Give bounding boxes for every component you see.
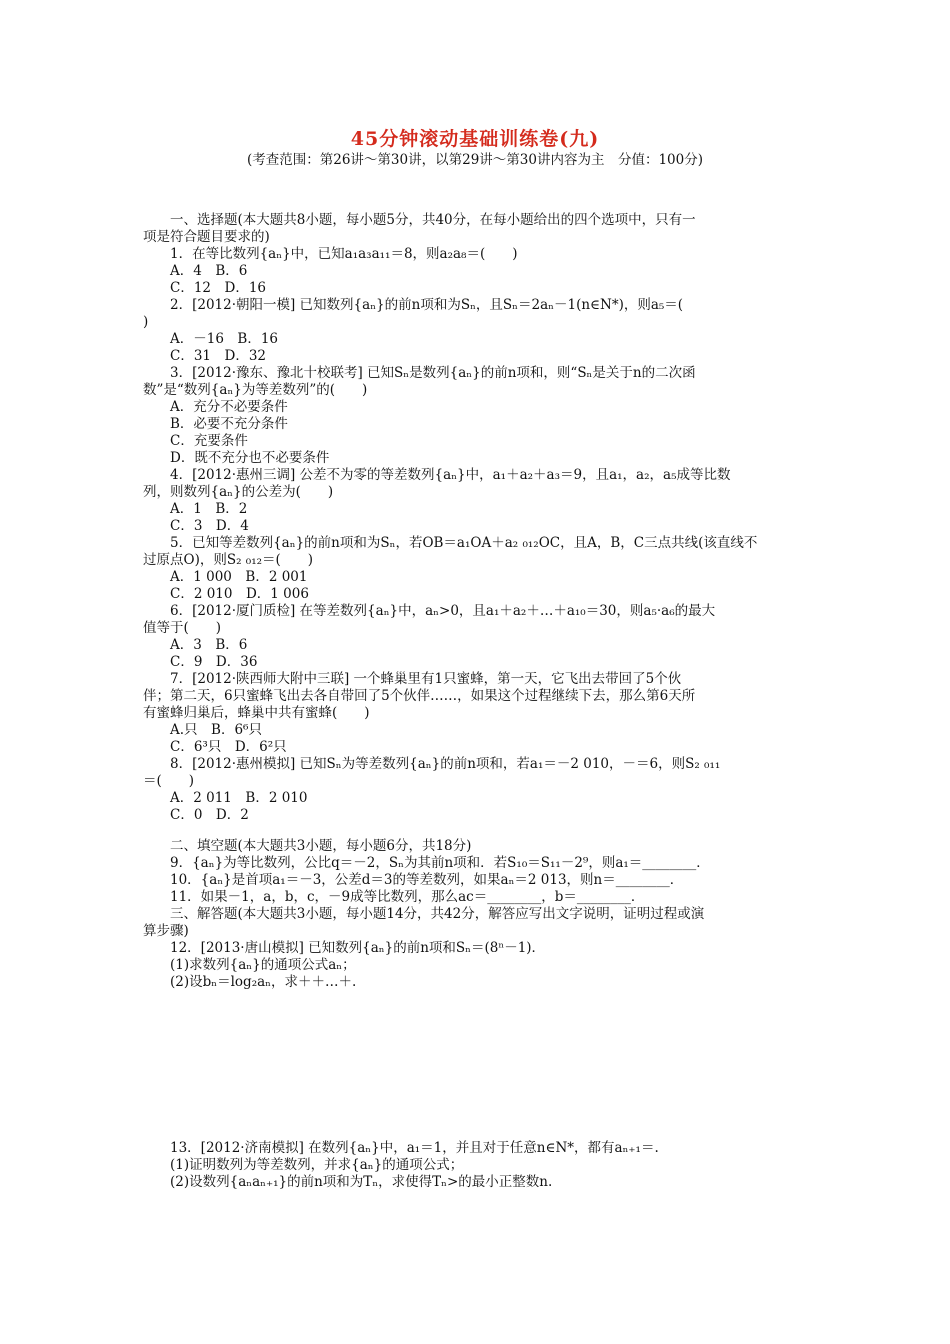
text-line: A．3 B．6 <box>170 637 248 653</box>
text-line: 过原点O)，则S₂ ₀₁₂＝( ) <box>143 552 314 568</box>
text-line: ＝( ) <box>143 773 195 789</box>
text-line: 4．[2012·惠州三调] 公差不为零的等差数列{aₙ}中，a₁＋a₂＋a₃＝9，且a₁，a₂，a₅成等比数 <box>170 467 731 483</box>
text-line: 列，则数列{aₙ}的公差为( ) <box>143 484 334 500</box>
text-line: A．1 000 B．2 001 <box>170 569 308 585</box>
text-line: C．3 D．4 <box>170 518 249 534</box>
text-line: (1)证明数列为等差数列，并求{aₙ}的通项公式； <box>170 1157 464 1173</box>
text-line: 10．{aₙ}是首项a₁＝－3，公差d＝3的等差数列，如果aₙ＝2 013，则n＝________． <box>170 872 684 888</box>
text-line: A．2 011 B．2 010 <box>170 790 308 806</box>
document-title: 45分钟滚动基础训练卷(九) <box>350 128 600 150</box>
text-line: 11．如果－1，a，b，c，－9成等比数列，那么ac＝________，b＝________． <box>170 889 645 905</box>
text-line: 8．[2012·惠州模拟] 已知Sₙ为等差数列{aₙ}的前n项和，若a₁＝－2 010，－＝6，则S₂ ₀₁₁ <box>170 756 721 772</box>
text-line: C．31 D．32 <box>170 348 267 364</box>
text-line: C．6³只 D．6²只 <box>170 739 287 755</box>
text-line: C．12 D．16 <box>170 280 267 296</box>
text-line: A．充分不必要条件 <box>170 399 288 415</box>
text-line: 伴；第二天，6只蜜蜂飞出去各自带回了5个伙伴……，如果这个过程继续下去，那么第6天所 <box>143 688 696 704</box>
text-line: 5．已知等差数列{aₙ}的前n项和为Sₙ，若OB＝a₁OA＋a₂ ₀₁₂OC，且A，B，C三点共线(该直线不 <box>170 535 758 551</box>
text-line: 有蜜蜂归巢后，蜂巢中共有蜜蜂( ) <box>143 705 370 721</box>
text-line: 9．{aₙ}为等比数列，公比q＝－2，Sₙ为其前n项和．若S₁₀＝S₁₁－2⁹，则a₁＝________． <box>170 855 710 871</box>
text-line: C．0 D．2 <box>170 807 249 823</box>
text-line: 6．[2012·厦门质检] 在等差数列{aₙ}中，aₙ>0，且a₁＋a₂＋…＋a₁₀＝30，则a₅·a₆的最大 <box>170 603 716 619</box>
text-line: 值等于( ) <box>143 620 222 636</box>
text-line: (2)设数列{aₙaₙ₊₁}的前n项和为Tₙ，求使得Tₙ>的最小正整数n. <box>170 1174 553 1190</box>
text-line: 3．[2012·豫东、豫北十校联考] 已知Sₙ是数列{aₙ}的前n项和，则“Sₙ是关于n的二次函 <box>170 365 696 381</box>
text-line: B．必要不充分条件 <box>170 416 288 432</box>
text-line: 数”是“数列{aₙ}为等差数列”的( ) <box>143 382 368 398</box>
text-line: A．1 B．2 <box>170 501 248 517</box>
text-line: 2．[2012·朝阳一模] 已知数列{aₙ}的前n项和为Sₙ，且Sₙ＝2aₙ－1(n∈N*)，则a₅＝( <box>170 297 684 313</box>
text-line: C．9 D．36 <box>170 654 258 670</box>
text-line: 1．在等比数列{aₙ}中，已知a₁a₃a₁₁＝8，则a₂a₈＝( ) <box>170 246 518 262</box>
document-subtitle: (考查范围：第26讲～第30讲，以第29讲～第30讲内容为主 分值：100分) <box>246 152 703 168</box>
text-line: ) <box>143 314 149 330</box>
text-line: D．既不充分也不必要条件 <box>170 450 330 466</box>
text-line: (1)求数列{aₙ}的通项公式aₙ； <box>170 957 356 973</box>
text-line: C．充要条件 <box>170 433 248 449</box>
text-line: 13．[2012·济南模拟] 在数列{aₙ}中，a₁＝1，并且对于任意n∈N*，都有aₙ₊₁＝. <box>170 1140 659 1156</box>
text-line: 算步骤) <box>143 923 189 939</box>
text-line: A.只 B．6⁶只 <box>170 722 262 738</box>
text-line: 7．[2012·陕西师大附中三联] 一个蜂巢里有1只蜜蜂，第一天，它飞出去带回了5个伙 <box>170 671 682 687</box>
text-line: 二、填空题(本大题共3小题，每小题6分，共18分) <box>170 838 472 854</box>
text-line: 一、选择题(本大题共8小题，每小题5分，共40分，在每小题给出的四个选项中，只有一 <box>170 212 696 228</box>
text-line: C．2 010 D．1 006 <box>170 586 309 602</box>
text-line: (2)设bₙ＝log₂aₙ，求＋＋…＋. <box>170 974 357 990</box>
text-line: A．4 B．6 <box>170 263 248 279</box>
text-line: 12．[2013·唐山模拟] 已知数列{aₙ}的前n项和Sₙ＝(8ⁿ－1)． <box>170 940 546 956</box>
text-line: 项是符合题目要求的) <box>143 229 270 245</box>
text-line: 三、解答题(本大题共3小题，每小题14分，共42分，解答应写出文字说明，证明过程或演 <box>170 906 705 922</box>
text-line: A．－16 B．16 <box>170 331 279 347</box>
